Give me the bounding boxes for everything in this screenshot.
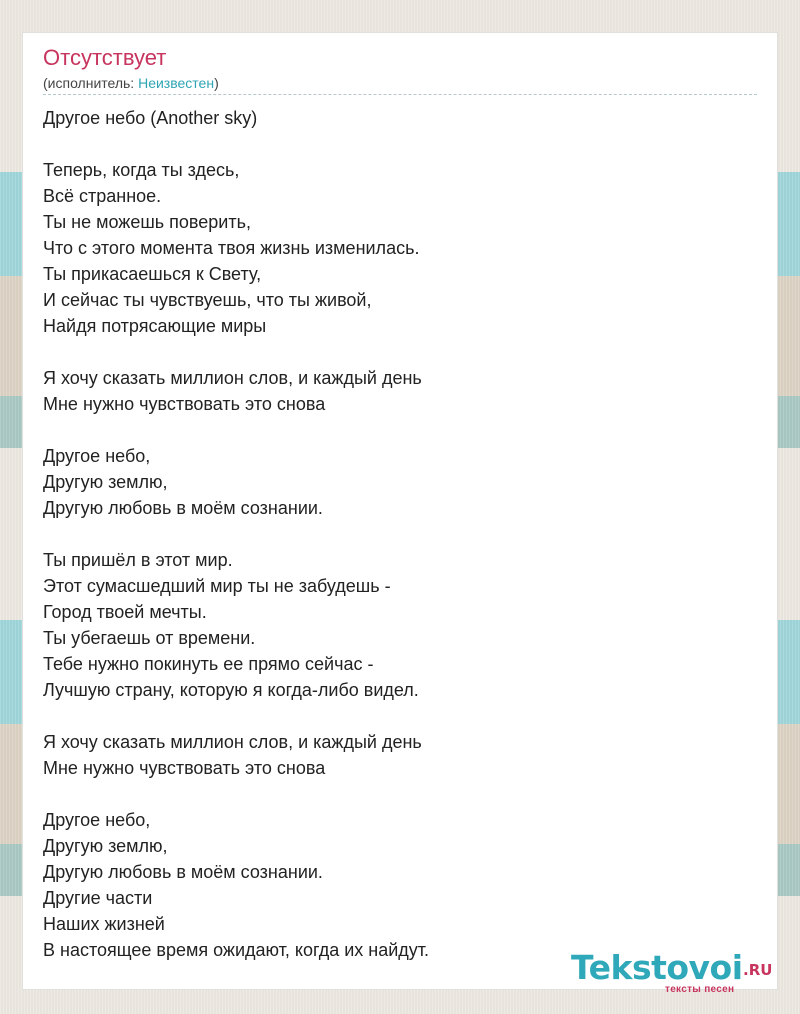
song-title: Отсутствует <box>43 45 167 70</box>
lyrics-line: Теперь, когда ты здесь, <box>43 160 240 180</box>
lyrics-line: Этот сумасшедший мир ты не забудешь - <box>43 576 391 596</box>
lyrics-line: И сейчас ты чувствуешь, что ты живой, <box>43 290 372 310</box>
lyrics-line: Найдя потрясающие миры <box>43 316 267 336</box>
logo-tld: .RU <box>743 961 773 979</box>
artist-line <box>43 74 219 92</box>
lyrics-line: Другие части <box>43 888 153 908</box>
lyrics-blank-line <box>43 417 743 443</box>
lyrics-line: Ты прикасаешься к Свету, <box>43 264 262 284</box>
lyrics-line: Другую любовь в моём сознании. <box>43 498 323 518</box>
lyrics-line: Лучшую страну, которую я когда-либо видел. <box>43 680 419 700</box>
lyrics-line: Другое небо (Another sky) <box>43 108 258 128</box>
title-divider <box>43 94 757 95</box>
lyrics-line: Другое небо, <box>43 446 151 466</box>
lyrics-line: Что с этого момента твоя жизнь изменилась. <box>43 238 420 258</box>
lyrics-line: Я хочу сказать миллион слов, и каждый день <box>43 732 422 752</box>
lyrics-line: Другую землю, <box>43 836 168 856</box>
lyrics-blank-line <box>43 339 743 365</box>
site-logo[interactable] <box>571 948 781 998</box>
lyrics-line: Наших жизней <box>43 914 165 934</box>
logo-name: Tekstovoi <box>571 948 743 987</box>
lyrics-blank-line <box>43 131 743 157</box>
lyrics-text <box>43 105 743 963</box>
artist-suffix: ) <box>214 75 219 91</box>
lyrics-card <box>22 32 778 995</box>
lyrics-line: Другую любовь в моём сознании. <box>43 862 323 882</box>
artist-link[interactable]: Неизвестен <box>138 75 215 91</box>
lyrics-line: Мне нужно чувствовать это снова <box>43 394 326 414</box>
lyrics-line: Всё странное. <box>43 186 162 206</box>
lyrics-line: Ты пришёл в этот мир. <box>43 550 233 570</box>
lyrics-line: Город твоей мечты. <box>43 602 207 622</box>
artist-prefix: (исполнитель: <box>43 75 139 91</box>
logo-tagline: тексты песен <box>665 984 735 995</box>
lyrics-line: Другую землю, <box>43 472 168 492</box>
lyrics-line: Я хочу сказать миллион слов, и каждый день <box>43 368 422 388</box>
lyrics-line: Тебе нужно покинуть ее прямо сейчас - <box>43 654 374 674</box>
lyrics-line: Ты убегаешь от времени. <box>43 628 256 648</box>
lyrics-line: Другое небо, <box>43 810 151 830</box>
lyrics-blank-line <box>43 703 743 729</box>
lyrics-blank-line <box>43 781 743 807</box>
lyrics-line: В настоящее время ожидают, когда их найдут. <box>43 940 430 960</box>
lyrics-blank-line <box>43 521 743 547</box>
lyrics-line: Ты не можешь поверить, <box>43 212 251 232</box>
lyrics-line: Мне нужно чувствовать это снова <box>43 758 326 778</box>
